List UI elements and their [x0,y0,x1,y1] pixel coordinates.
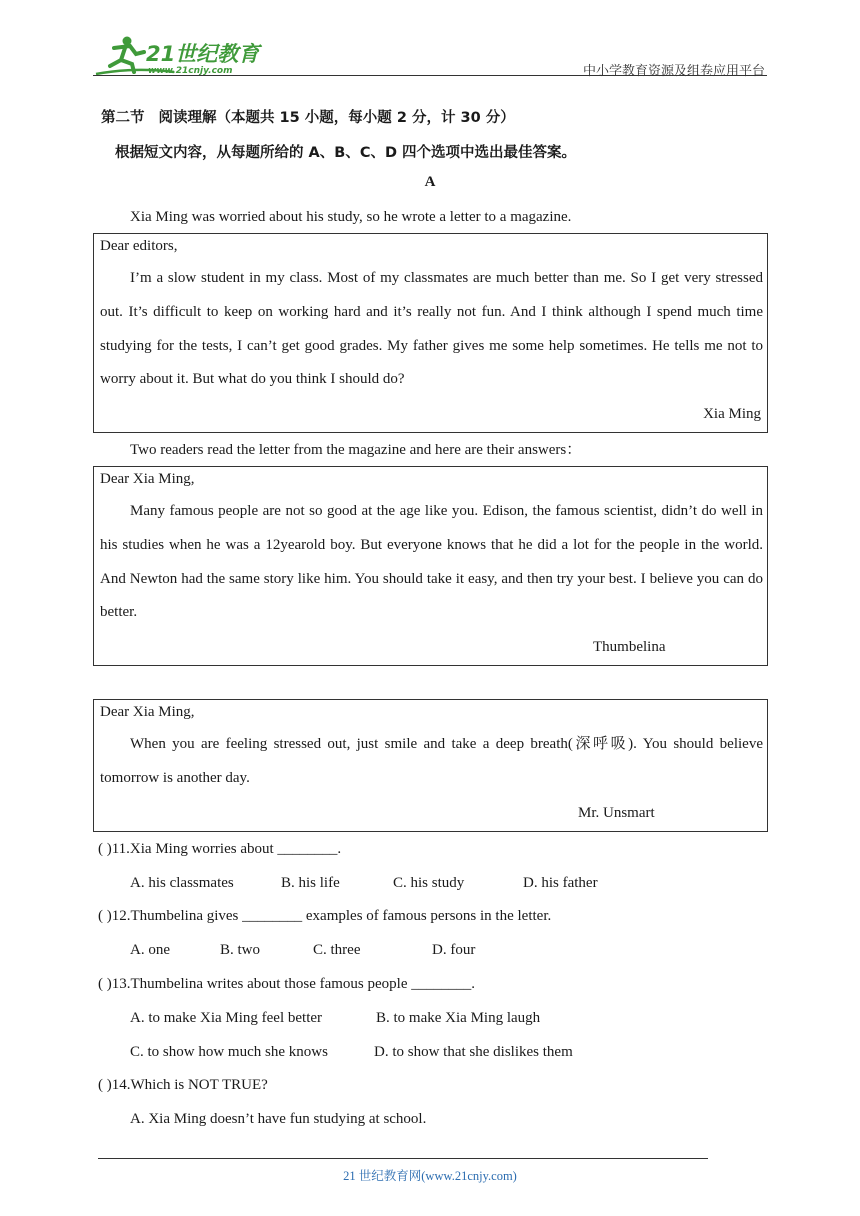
question-11-option-b: B. his life [281,875,340,891]
section-description: 阅读理解（本题共 15 小题，每小题 2 分，计 30 分） [158,110,515,126]
letter-box-thumbelina [93,466,768,666]
question-12-option-b: B. two [220,942,261,958]
footer-divider [98,1158,708,1159]
letter-signature: Thumbelina [593,639,666,655]
readers-line: Two readers read the letter from the magazine and here are their answers： [130,442,582,458]
logo-sub-text: www.21cnjy.com [148,66,233,76]
letter-box-editors [93,233,768,433]
question-12-option-a: A. one [130,942,170,958]
letter-body: Many famous people are not so good at the age like you. Edison, the famous scientist, didn’t do well in his studies when he was a 12yearold boy. But everyone knows that he did a lot for the people in the world. And Newton had the same story like him. You should take it easy, and then try your best. I believe you can do better. [100,503,763,621]
intro-line: Xia Ming was worried about his study, so he wrote a letter to a magazine. [130,209,572,225]
question-11-option-d: D. his father [523,875,598,891]
site-logo [94,34,266,78]
question-13-option-d: D. to show that she dislikes them [374,1044,573,1060]
letter-signature: Mr. Unsmart [578,805,655,821]
question-13-option-a: A. to make Xia Ming feel better [130,1010,323,1026]
question-14-stem: ( )14.Which is NOT TRUE? [98,1077,268,1093]
letter-signature: Xia Ming [703,406,761,422]
section-number: 第二节 [101,110,145,126]
letter-salutation: Dear Xia Ming, [100,471,195,487]
question-11-option-c: C. his study [393,875,465,891]
footer-link[interactable]: 21 世纪教育网(www.21cnjy.com) [343,1169,517,1183]
question-12-stem: ( )12.Thumbelina gives ________ examples of famous persons in the letter. [98,908,552,924]
question-13-option-c: C. to show how much she knows [130,1044,328,1060]
letter-body: I’m a slow student in my class. Most of my classmates are much better than me. So I get very stressed out. It’s difficult to keep on working hard and it’s really not fun. And I think although I spend much time studying for the tests, I can’t get good grades. My father gives me some help sometimes. He tells me not to worry about it. But what do you think I should do? [100,270,763,388]
question-12-option-d: D. four [432,942,476,958]
runner-logo-icon [94,34,266,78]
letter-body: When you are feeling stressed out, just smile and take a deep breath(深呼吸). You should believe tomorrow is another day. [100,736,763,786]
question-14-option-a: A. Xia Ming doesn’t have fun studying at school. [130,1111,427,1127]
question-11-option-a: A. his classmates [130,875,234,891]
question-11-stem: ( )11.Xia Ming worries about ________. [98,841,342,857]
question-13-stem: ( )13.Thumbelina writes about those famous people ________. [98,976,476,992]
header-divider [93,75,767,76]
question-12-option-c: C. three [313,942,361,958]
header-platform-text: 中小学教育资源及组卷应用平台 [582,64,765,79]
question-13-option-b: B. to make Xia Ming laugh [376,1010,541,1026]
letter-salutation: Dear Xia Ming, [100,704,195,720]
letter-salutation: Dear editors, [100,238,178,254]
logo-main-text: 21世纪教育 [146,42,260,66]
passage-label: A [424,174,436,190]
section-title [101,106,515,127]
section-instruction: 根据短文内容，从每题所给的 A、B、C、D 四个选项中选出最佳答案。 [115,145,577,161]
letter-box-unsmart [93,699,768,832]
